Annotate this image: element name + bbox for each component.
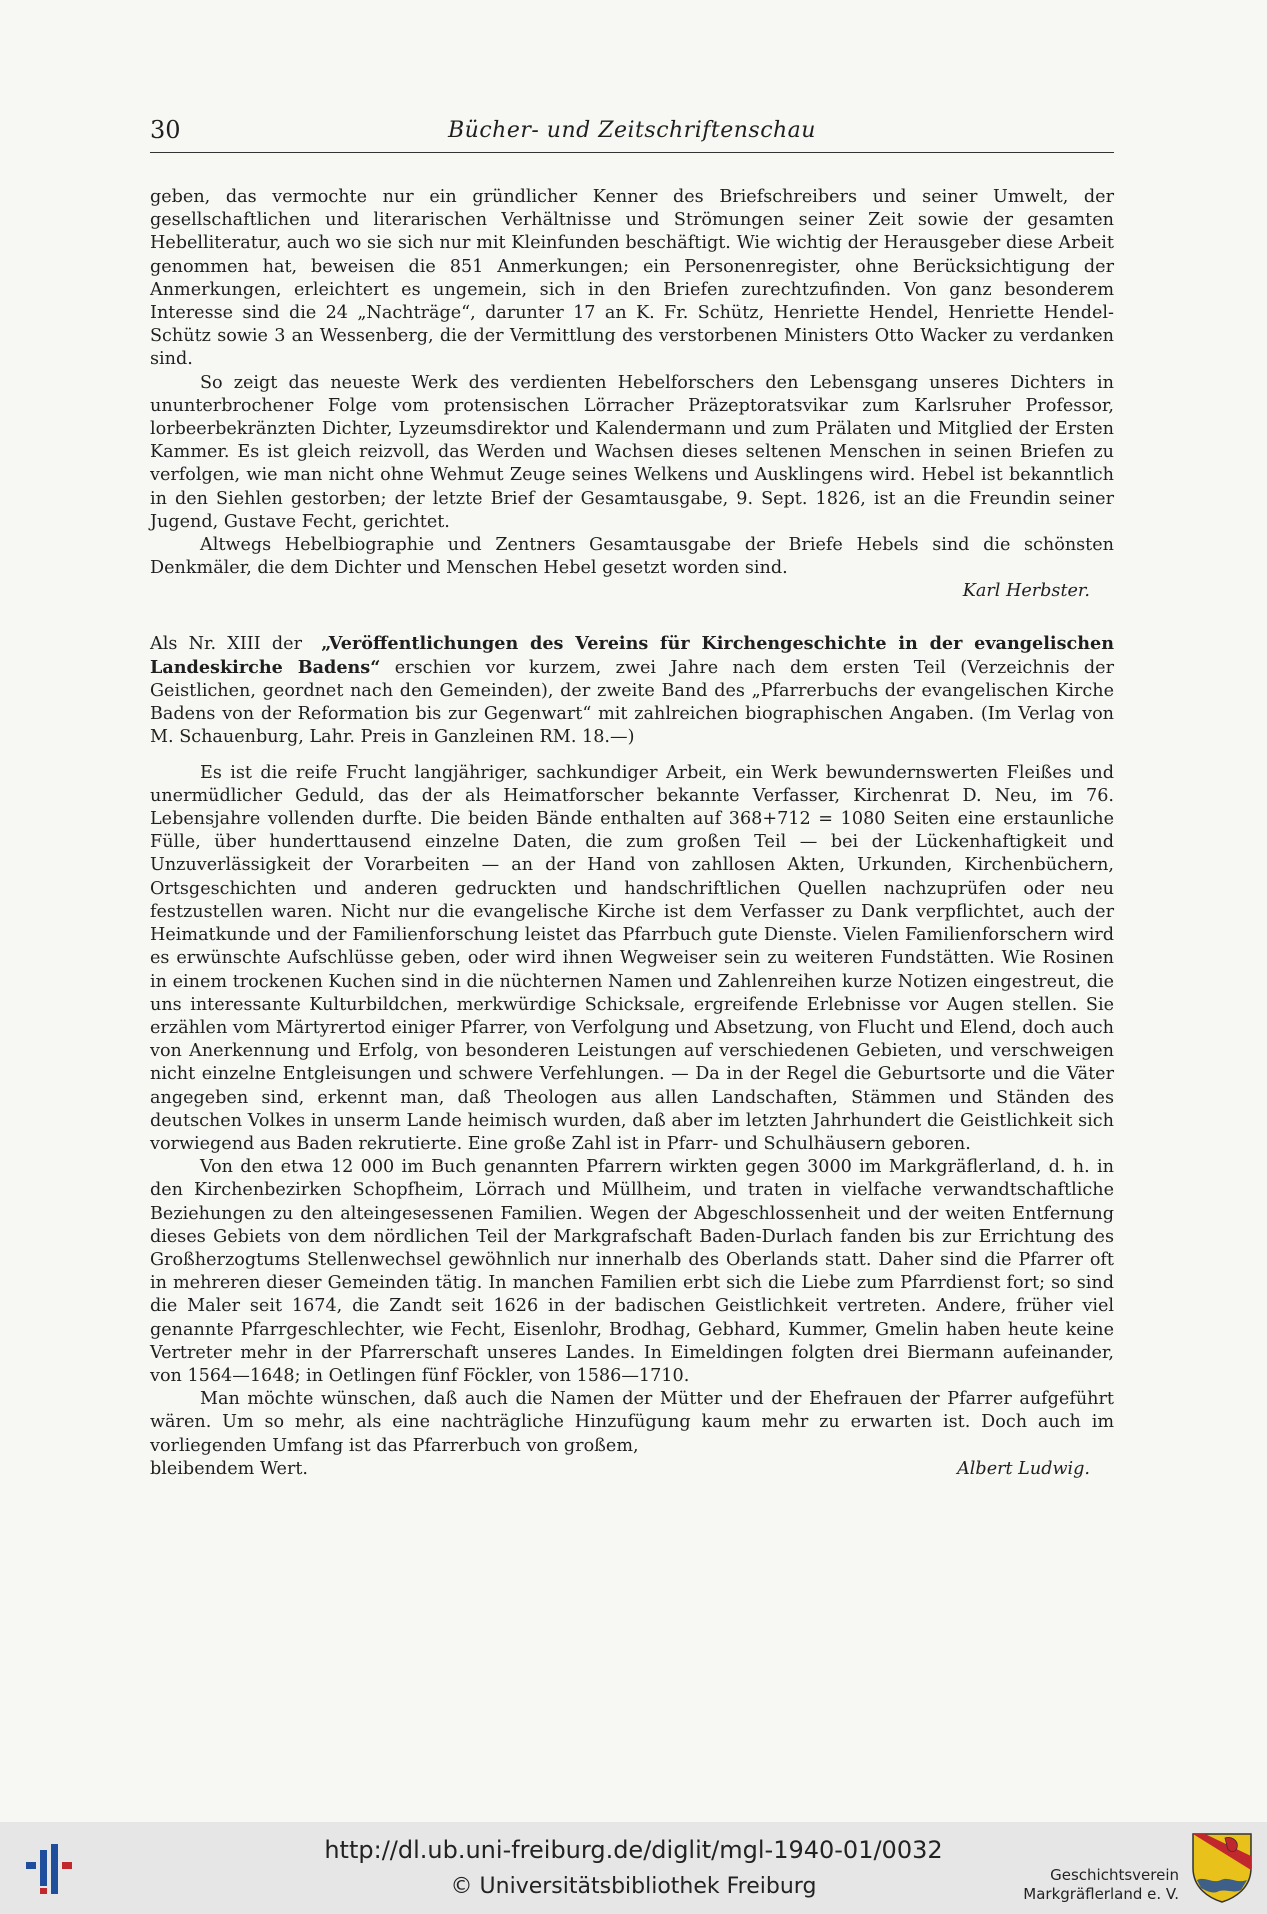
- copyright-notice: © Universitätsbibliothek Freiburg: [450, 1874, 817, 1899]
- page-header: [150, 112, 1114, 153]
- review1-signature: Karl Herbster.: [962, 581, 1090, 602]
- article-body: [150, 186, 1114, 1481]
- document-url-link[interactable]: http://dl.ub.uni-freiburg.de/diglit/mgl-1940-01/0032: [324, 1836, 943, 1864]
- review2-closing-line: [150, 1458, 1114, 1481]
- review2-heading-rest: erschien vor kurzem, zwei Jahre nach dem ersten Teil (Verzeichnis der Geistlichen, geordnet nach den Gemeinden), der zweite Band des „Pfarrerbuchs der evangelischen Kirche Badens von der Reformation bis zur Gegenwart“ mit zahlreichen biographischen Angaben. (Im Verlag von M. Schauenburg, Lahr. Preis in Ganzleinen RM. 18.—): [150, 657, 1114, 748]
- society-name: [1023, 1866, 1179, 1904]
- page-number: 30: [150, 116, 181, 144]
- review2-signature: Albert Ludwig.: [957, 1458, 1090, 1479]
- coat-of-arms-icon: [1191, 1832, 1253, 1904]
- footer-bar: [0, 1822, 1267, 1914]
- review1-paragraph-2: So zeigt das neueste Werk des verdienten Hebelforschers den Lebensgang unseres Dichters in ununterbrochener Folge vom protensischen Lörracher Präzeptoratsvikar zum Karlsruher Professor, lorbeerbekränzten Dichter, Lyzeumsdirektor und Kalendermann und zum Prälaten und Mitglied der Ersten Kammer. Es ist gleich reizvoll, das Werden und Wachsen dieses seltenen Menschen in seinen Briefen zu verfolgen, wie man nicht ohne Wehmut Zeuge seines Welkens und Ausklingens wird. Hebel ist bekanntlich in den Siehlen gestorben; der letzte Brief der Gesamtausgabe, 9. Sept. 1826, ist an die Freundin seiner Jugend, Gustave Fecht, gerichtet.: [150, 372, 1114, 532]
- review2-lead: Als Nr. XIII der: [150, 633, 302, 654]
- society-line-2: Markgräflerland e. V.: [1023, 1885, 1179, 1903]
- running-title: Bücher- und Zeitschriftenschau: [448, 118, 816, 143]
- review2-paragraph-2: Von den etwa 12 000 im Buch genannten Pfarrern wirkten gegen 3000 im Markgräflerland, d. h. in den Kirchenbezirken Schopfheim, Lörrach und Müllheim, und traten in vielfache verwandtschaftliche Beziehungen zu den alteingesessenen Familien. Wegen der Abgeschlossenheit und der weiten Entfernung dieses Gebiets von dem nördlichen Teil der Markgrafschaft Baden-Durlach fanden bis zur Errichtung des Großherzogtums Stellenwechsel gewöhnlich nur innerhalb des Oberlands statt. Daher sind die Pfarrer oft in mehreren dieser Gemeinden tätig. In manchen Familien erbt sich die Liebe zum Pfarrdienst fort; so sind die Maler seit 1674, die Zandt seit 1626 in der badischen Geistlichkeit vertreten. Andere, früher viel genannte Pfarrgeschlechter, wie Fecht, Eisenlohr, Brodhag, Gebhard, Kummer, Gmelin haben heute keine Vertreter mehr in der Pfarrerschaft unseres Landes. In Eimeldingen folgten drei Biermann aufeinander, von 1564—1648; in Oetlingen fünf Föckler, von 1586—1710.: [150, 1157, 1114, 1386]
- society-line-1: Geschichtsverein: [1050, 1866, 1179, 1884]
- review2-paragraph-3: Man möchte wünschen, daß auch die Namen der Mütter und der Ehefrauen der Pfarrer aufgeführt wären. Um so mehr, als eine nachträgliche Hinzufügung kaum mehr zu erwarten ist. Doch auch im vorliegenden Umfang ist das Pfarrerbuch von großem,: [150, 1389, 1114, 1456]
- review1-paragraph-3: Altwegs Hebelbiographie und Zentners Gesamtausgabe der Briefe Hebels sind die schönsten Denkmäler, die dem Dichter und Menschen Hebel gesetzt worden sind.: [150, 535, 1114, 579]
- review1-paragraph-1: geben, das vermochte nur ein gründlicher Kenner des Briefschreibers und seiner Umwelt, der gesellschaftlichen und literarischen Verhältnisse und Strömungen seiner Zeit sowie der gesamten Hebelliteratur, auch wo sie sich nur mit Kleinfunden beschäftigt. Wie wichtig der Herausgeber diese Arbeit genommen hat, beweisen die 851 Anmerkungen; ein Personenregister, ohne Berücksichtigung der Anmerkungen, erleichtert es ungemein, sich in den Briefen zurechtzufinden. Von ganz besonderem Interesse sind die 24 „Nachträge“, darunter 17 an K. Fr. Schütz, Henriette Hendel, Henriette Hendel-Schütz sowie 3 an Wessenberg, die der Vermittlung des verstorbenen Ministers Otto Wacker zu verdanken sind.: [150, 187, 1114, 370]
- series-title: „Veröffentlichungen des Vereins für Kirchengeschichte in der evangelischen Landeskirche Badens“: [150, 632, 1114, 678]
- review2-paragraph-1: Es ist die reife Frucht langjähriger, sachkundiger Arbeit, ein Werk bewundernswerten Fleißes und unermüdlicher Geduld, das der als Heimatforscher bekannte Verfasser, Kirchenrat D. Neu, im 76. Lebensjahre vollenden durfte. Die beiden Bände enthalten auf 368+712 = 1080 Seiten eine erstaunliche Fülle, über hunderttausend einzelne Daten, die zum großen Teil — bei der Lückenhaftigkeit und Unzuverlässigkeit der Vorarbeiten — an der Hand von zahllosen Akten, Urkunden, Kirchenbüchern, Ortsgeschichten und anderen gedruckten und handschriftlichen Quellen nachzuprüfen oder neu festzustellen waren. Nicht nur die evangelische Kirche ist dem Verfasser zu Dank verpflichtet, auch der Heimatkunde und der Familienforschung leistet das Pfarrbuch gute Dienste. Vielen Familienforschern wird es erwünschte Aufschlüsse geben, oder wird ihnen Wegweiser sein zu weiteren Fundstätten. Wie Rosinen in einem trockenen Kuchen sind in die nüchternen Namen und Zahlenreihen kurze Notizen eingestreut, die uns interessante Kulturbildchen, merkwürdige Schicksale, ergreifende Erlebnisse vor Augen stellen. Sie erzählen vom Märtyrertod einiger Pfarrer, von Verfolgung und Absetzung, von Flucht und Elend, doch auch von Anerkennung und Erfolg, von besonderen Leistungen auf verschiedenen Gebieten, und verschweigen nicht einzelne Entgleisungen und schwere Verfehlungen. — Da in der Regel die Geburtsorte und die Väter angegeben sind, erkennt man, daß Theologen aus allen Landschaften, Stämmen und Ständen des deutschen Volkes in unserm Lande heimisch wurden, daß aber im letzten Jahrhundert die Geistlichkeit sich vorwiegend aus Baden rekrutierte. Eine große Zahl ist in Pfarr- und Schulhäusern geboren.: [150, 762, 1114, 1154]
- review2-paragraph-3-end: bleibendem Wert.: [150, 1458, 309, 1479]
- review2-heading: [150, 632, 1114, 750]
